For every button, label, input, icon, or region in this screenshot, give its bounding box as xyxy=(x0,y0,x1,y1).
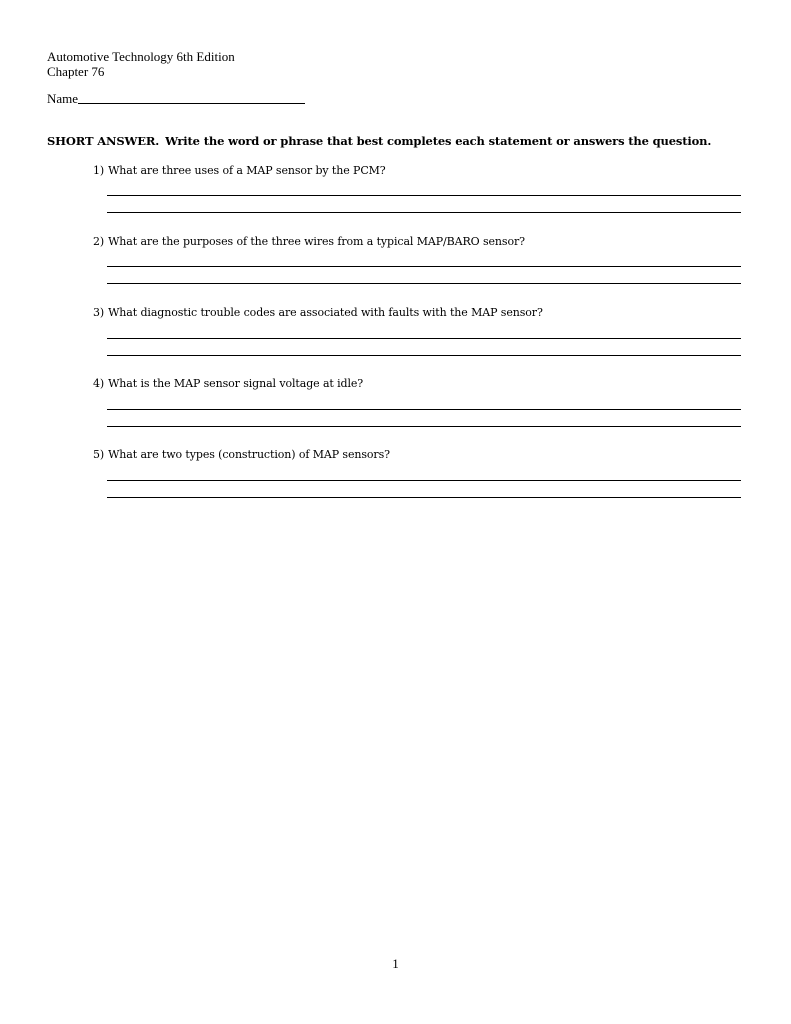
answer-line[interactable] xyxy=(107,283,741,284)
question-2 xyxy=(93,235,525,249)
answer-line[interactable] xyxy=(107,195,741,196)
name-field-label: Name xyxy=(47,91,79,106)
instructions-lead: SHORT ANSWER. xyxy=(47,134,160,148)
question-5 xyxy=(93,448,390,462)
answer-line[interactable] xyxy=(107,338,741,339)
question-3 xyxy=(93,306,543,320)
name-field-blank[interactable] xyxy=(78,103,305,104)
chapter-label: Chapter 76 xyxy=(47,64,105,79)
question-number: 2) xyxy=(93,235,105,248)
question-number: 4) xyxy=(93,377,105,390)
answer-line[interactable] xyxy=(107,266,741,267)
answer-line[interactable] xyxy=(107,480,741,481)
answer-line[interactable] xyxy=(107,497,741,498)
question-number: 1) xyxy=(93,164,105,177)
question-number: 5) xyxy=(93,448,105,461)
question-text: What are two types (construction) of MAP sensors? xyxy=(108,448,390,461)
answer-line[interactable] xyxy=(107,426,741,427)
question-number: 3) xyxy=(93,306,105,319)
question-text: What diagnostic trouble codes are associated with faults with the MAP sensor? xyxy=(108,306,543,319)
instructions-text: Write the word or phrase that best completes each statement or answers the question. xyxy=(165,134,712,148)
instructions xyxy=(47,134,711,149)
question-4 xyxy=(93,377,363,391)
answer-line[interactable] xyxy=(107,212,741,213)
page-number: 1 xyxy=(392,956,399,971)
course-title: Automotive Technology 6th Edition xyxy=(47,49,235,64)
question-1 xyxy=(93,164,386,178)
question-text: What are the purposes of the three wires from a typical MAP/BARO sensor? xyxy=(108,235,525,248)
question-text: What are three uses of a MAP sensor by the PCM? xyxy=(108,164,386,177)
answer-line[interactable] xyxy=(107,409,741,410)
answer-line[interactable] xyxy=(107,355,741,356)
question-text: What is the MAP sensor signal voltage at idle? xyxy=(108,377,364,390)
